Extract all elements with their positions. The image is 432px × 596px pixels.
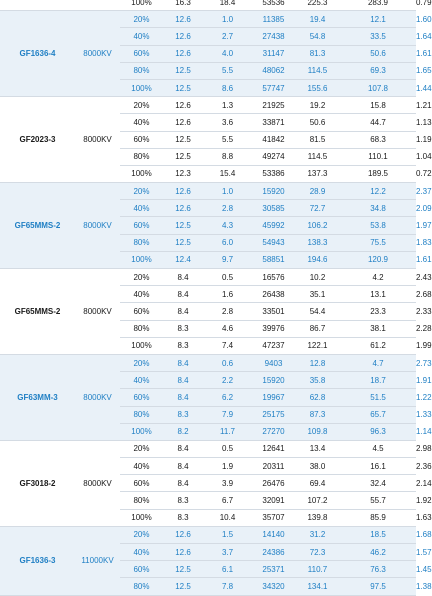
table-cell: 12.5 bbox=[163, 79, 203, 96]
kv-cell: 11000KV bbox=[75, 526, 120, 595]
table-cell: 122.1 bbox=[295, 337, 340, 354]
table-cell: 25371 bbox=[252, 561, 295, 578]
table-row: 80% 8.3 7.9 25175 87.3 65.7 1.33 bbox=[0, 406, 416, 423]
table-row: 80% 8.3 4.6 39976 86.7 38.1 2.28 bbox=[0, 320, 416, 337]
table-cell: 60% bbox=[120, 303, 163, 320]
table-cell: 6.2 bbox=[203, 389, 252, 406]
kv-cell: 8000KV bbox=[75, 97, 120, 183]
table-cell: 15.8 bbox=[340, 97, 416, 114]
table-cell: 19967 bbox=[252, 389, 295, 406]
table-cell: 100% bbox=[120, 509, 163, 526]
table-row: 40% 8.4 1.6 26438 35.1 13.1 2.68 bbox=[0, 286, 416, 303]
table-cell: 15920 bbox=[252, 372, 295, 389]
table-cell: 5.5 bbox=[203, 131, 252, 148]
table-cell: 13.4 bbox=[295, 440, 340, 457]
table-cell: 12.5 bbox=[163, 578, 203, 595]
table-cell: 96.3 bbox=[340, 423, 416, 440]
table-cell: 49274 bbox=[252, 148, 295, 165]
table-cell: 6.1 bbox=[203, 561, 252, 578]
table-cell: 18.7 bbox=[340, 372, 416, 389]
table-cell: 12.8 bbox=[295, 354, 340, 371]
table-cell: 107.2 bbox=[295, 492, 340, 509]
table-cell: 110.1 bbox=[340, 148, 416, 165]
table-cell: 100% bbox=[120, 423, 163, 440]
table-cell: 13.1 bbox=[340, 286, 416, 303]
table-cell: 0.5 bbox=[203, 440, 252, 457]
table-cell: 60% bbox=[120, 389, 163, 406]
table-cell: 4.5 bbox=[340, 440, 416, 457]
table-cell: 62.8 bbox=[295, 389, 340, 406]
table-cell: 40% bbox=[120, 458, 163, 475]
table-cell: 1.3 bbox=[203, 97, 252, 114]
table-row: 80% 8.3 6.7 32091 107.2 55.7 1.92 bbox=[0, 492, 416, 509]
table-row: 100% 8.3 10.4 35707 139.8 85.9 1.63 bbox=[0, 509, 416, 526]
table-cell: 47237 bbox=[252, 337, 295, 354]
table-cell: 60% bbox=[120, 561, 163, 578]
table-cell: 35.8 bbox=[295, 372, 340, 389]
table-row: 80% 12.5 7.8 34320 134.1 97.5 1.38 bbox=[0, 578, 416, 595]
table-row: GF2023-3 8000KV 20% 12.6 1.3 21925 19.2 15.8 1.21 bbox=[0, 97, 416, 114]
table-cell: 80% bbox=[120, 406, 163, 423]
table-cell: 46.2 bbox=[340, 544, 416, 561]
table-cell: 20% bbox=[120, 11, 163, 28]
table-row: 80% 12.5 5.5 48062 114.5 69.3 1.65 bbox=[0, 62, 416, 79]
table-cell: 12.6 bbox=[163, 45, 203, 62]
table-cell: 107.8 bbox=[340, 79, 416, 96]
table-cell: 0.5 bbox=[203, 269, 252, 286]
table-cell: 12.6 bbox=[163, 526, 203, 543]
table-cell: 8.2 bbox=[163, 423, 203, 440]
table-cell: 225.3 bbox=[295, 0, 340, 11]
table-cell: 28.9 bbox=[295, 183, 340, 200]
table-cell: 60% bbox=[120, 131, 163, 148]
table-row: 60% 8.4 6.2 19967 62.8 51.5 1.22 bbox=[0, 389, 416, 406]
table-cell: 8.4 bbox=[163, 440, 203, 457]
table-cell: 0.6 bbox=[203, 354, 252, 371]
table-cell: 7.9 bbox=[203, 406, 252, 423]
table-cell: 8.3 bbox=[163, 492, 203, 509]
table-cell: 4.0 bbox=[203, 45, 252, 62]
model-cell bbox=[0, 0, 75, 11]
table-cell: 16.1 bbox=[340, 458, 416, 475]
table-cell: 81.5 bbox=[295, 131, 340, 148]
table-cell: 4.7 bbox=[340, 354, 416, 371]
table-cell: 12.5 bbox=[163, 62, 203, 79]
table-cell: 33871 bbox=[252, 114, 295, 131]
table-cell: 155.6 bbox=[295, 79, 340, 96]
table-row: 100% 8.3 7.4 47237 122.1 61.2 1.99 bbox=[0, 337, 416, 354]
table-cell: 20% bbox=[120, 269, 163, 286]
table-cell: 55.7 bbox=[340, 492, 416, 509]
table-cell: 33501 bbox=[252, 303, 295, 320]
table-cell: 76.3 bbox=[340, 561, 416, 578]
table-cell: 65.7 bbox=[340, 406, 416, 423]
table-cell: 53.8 bbox=[340, 217, 416, 234]
table-cell: 75.5 bbox=[340, 234, 416, 251]
table-cell: 137.3 bbox=[295, 165, 340, 182]
table-row: GF63MM-3 8000KV 20% 8.4 0.6 9403 12.8 4.7 2.73 bbox=[0, 354, 416, 371]
table-cell: 26476 bbox=[252, 475, 295, 492]
table-cell: 19.2 bbox=[295, 97, 340, 114]
table-cell: 4.3 bbox=[203, 217, 252, 234]
table-cell: 106.2 bbox=[295, 217, 340, 234]
table-cell: 8.3 bbox=[163, 337, 203, 354]
model-cell: GF1636-4 bbox=[0, 11, 75, 97]
table-row: 40% 12.6 3.6 33871 50.6 44.7 1.13 bbox=[0, 114, 416, 131]
table-cell: 72.7 bbox=[295, 200, 340, 217]
table-cell: 40% bbox=[120, 114, 163, 131]
table-cell: 8.6 bbox=[203, 79, 252, 96]
table-cell: 68.3 bbox=[340, 131, 416, 148]
table-cell: 12641 bbox=[252, 440, 295, 457]
table-cell: 80% bbox=[120, 320, 163, 337]
table-cell: 1.5 bbox=[203, 526, 252, 543]
table-cell: 12.6 bbox=[163, 114, 203, 131]
table-cell: 54.4 bbox=[295, 303, 340, 320]
kv-cell: 8000KV bbox=[75, 354, 120, 440]
table-row: 100% 8.2 11.7 27270 109.8 96.3 1.14 bbox=[0, 423, 416, 440]
table-cell: 60% bbox=[120, 45, 163, 62]
table-cell: 69.3 bbox=[340, 62, 416, 79]
table-cell: 81.3 bbox=[295, 45, 340, 62]
table-cell: 20% bbox=[120, 440, 163, 457]
table-row: 40% 12.6 2.8 30585 72.7 34.8 2.09 bbox=[0, 200, 416, 217]
table-cell: 80% bbox=[120, 578, 163, 595]
table-cell: 27270 bbox=[252, 423, 295, 440]
table-cell: 8.4 bbox=[163, 458, 203, 475]
table-cell: 12.6 bbox=[163, 200, 203, 217]
table-cell: 100% bbox=[120, 165, 163, 182]
table-row: 60% 12.5 6.1 25371 110.7 76.3 1.45 bbox=[0, 561, 416, 578]
table-cell: 2.2 bbox=[203, 372, 252, 389]
table-cell: 189.5 bbox=[340, 165, 416, 182]
table-cell: 32.4 bbox=[340, 475, 416, 492]
table-cell: 48062 bbox=[252, 62, 295, 79]
table-cell: 139.8 bbox=[295, 509, 340, 526]
table-cell: 12.2 bbox=[340, 183, 416, 200]
table-cell: 12.4 bbox=[163, 251, 203, 268]
table-cell: 40% bbox=[120, 200, 163, 217]
table-row: GF1636-3 11000KV 20% 12.6 1.5 14140 31.2 18.5 1.68 bbox=[0, 526, 416, 543]
table-row: 60% 8.4 3.9 26476 69.4 32.4 2.14 bbox=[0, 475, 416, 492]
kv-cell bbox=[75, 0, 120, 11]
table-cell: 100% bbox=[120, 337, 163, 354]
table-cell: 2.8 bbox=[203, 303, 252, 320]
table-cell: 8.4 bbox=[163, 354, 203, 371]
table-cell: 10.2 bbox=[295, 269, 340, 286]
table-row: GF65MMS-2 8000KV 20% 8.4 0.5 16576 10.2 4.2 2.43 bbox=[0, 269, 416, 286]
table-cell: 12.6 bbox=[163, 544, 203, 561]
table-cell: 7.8 bbox=[203, 578, 252, 595]
table-cell: 8.3 bbox=[163, 406, 203, 423]
table-cell: 8.4 bbox=[163, 475, 203, 492]
table-cell: 39976 bbox=[252, 320, 295, 337]
table-cell: 80% bbox=[120, 234, 163, 251]
table-cell: 11385 bbox=[252, 11, 295, 28]
table-cell: 11.7 bbox=[203, 423, 252, 440]
table-cell: 9.7 bbox=[203, 251, 252, 268]
table-row: 40% 12.6 3.7 24386 72.3 46.2 1.57 bbox=[0, 544, 416, 561]
table-cell: 31.2 bbox=[295, 526, 340, 543]
table-cell: 50.6 bbox=[295, 114, 340, 131]
table-cell: 53386 bbox=[252, 165, 295, 182]
table-cell: 31147 bbox=[252, 45, 295, 62]
table-cell: 44.7 bbox=[340, 114, 416, 131]
table-cell: 87.3 bbox=[295, 406, 340, 423]
table-cell: 3.7 bbox=[203, 544, 252, 561]
table-cell: 10.4 bbox=[203, 509, 252, 526]
table-cell: 12.6 bbox=[163, 97, 203, 114]
table-row: 60% 8.4 2.8 33501 54.4 23.3 2.33 bbox=[0, 303, 416, 320]
table-cell: 3.6 bbox=[203, 114, 252, 131]
table-cell: 12.6 bbox=[163, 11, 203, 28]
table-cell: 2.7 bbox=[203, 28, 252, 45]
table-cell: 41842 bbox=[252, 131, 295, 148]
table-cell: 15.4 bbox=[203, 165, 252, 182]
table-row: 60% 12.5 5.5 41842 81.5 68.3 1.19 bbox=[0, 131, 416, 148]
table-cell: 40% bbox=[120, 28, 163, 45]
table-cell: 53536 bbox=[252, 0, 295, 11]
table-cell: 27438 bbox=[252, 28, 295, 45]
model-cell: GF3018-2 bbox=[0, 440, 75, 526]
table-row: 100% 16.3 18.4 53536 225.3 283.9 0.79 bbox=[0, 0, 416, 11]
table-cell: 86.7 bbox=[295, 320, 340, 337]
table-cell: 69.4 bbox=[295, 475, 340, 492]
table-cell: 20% bbox=[120, 183, 163, 200]
table-cell: 20% bbox=[120, 97, 163, 114]
table-cell: 50.6 bbox=[340, 45, 416, 62]
model-cell: GF65MMS-2 bbox=[0, 269, 75, 355]
table-cell: 8.4 bbox=[163, 269, 203, 286]
table-cell: 134.1 bbox=[295, 578, 340, 595]
table-cell: 114.5 bbox=[295, 62, 340, 79]
table-cell: 23.3 bbox=[340, 303, 416, 320]
table-cell: 72.3 bbox=[295, 544, 340, 561]
table-cell: 9403 bbox=[252, 354, 295, 371]
table-cell: 80% bbox=[120, 148, 163, 165]
table-cell: 35.1 bbox=[295, 286, 340, 303]
table-cell: 80% bbox=[120, 492, 163, 509]
table-row: 40% 8.4 2.2 15920 35.8 18.7 1.91 bbox=[0, 372, 416, 389]
table-cell: 12.6 bbox=[163, 28, 203, 45]
table-row: 40% 12.6 2.7 27438 54.8 33.5 1.64 bbox=[0, 28, 416, 45]
table-row: 100% 12.5 8.6 57747 155.6 107.8 1.44 bbox=[0, 79, 416, 96]
kv-cell: 8000KV bbox=[75, 269, 120, 355]
table-cell: 8.4 bbox=[163, 372, 203, 389]
table-row: 40% 8.4 1.9 20311 38.0 16.1 2.36 bbox=[0, 458, 416, 475]
table-cell: 283.9 bbox=[340, 0, 416, 11]
table-cell: 40% bbox=[120, 286, 163, 303]
table-cell: 12.5 bbox=[163, 561, 203, 578]
table-cell: 38.0 bbox=[295, 458, 340, 475]
table-cell: 8.4 bbox=[163, 389, 203, 406]
table-cell: 5.5 bbox=[203, 62, 252, 79]
table-cell: 25175 bbox=[252, 406, 295, 423]
table-cell: 45992 bbox=[252, 217, 295, 234]
table-cell: 1.6 bbox=[203, 286, 252, 303]
kv-cell: 8000KV bbox=[75, 440, 120, 526]
table-cell: 3.9 bbox=[203, 475, 252, 492]
table-cell: 12.5 bbox=[163, 234, 203, 251]
table-cell: 32091 bbox=[252, 492, 295, 509]
table-cell: 8.4 bbox=[163, 303, 203, 320]
table-cell: 80% bbox=[120, 62, 163, 79]
table-cell: 35707 bbox=[252, 509, 295, 526]
table-cell: 60% bbox=[120, 217, 163, 234]
table-cell: 40% bbox=[120, 372, 163, 389]
table-cell: 110.7 bbox=[295, 561, 340, 578]
table-cell: 114.5 bbox=[295, 148, 340, 165]
table-cell: 85.9 bbox=[340, 509, 416, 526]
table-cell: 8.8 bbox=[203, 148, 252, 165]
table-cell: 33.5 bbox=[340, 28, 416, 45]
table-row: 60% 12.5 4.3 45992 106.2 53.8 1.97 bbox=[0, 217, 416, 234]
table-cell: 12.5 bbox=[163, 217, 203, 234]
table-cell: 24386 bbox=[252, 544, 295, 561]
table-cell: 4.6 bbox=[203, 320, 252, 337]
table-cell: 8.4 bbox=[163, 286, 203, 303]
model-cell: GF65MMS-2 bbox=[0, 183, 75, 269]
table-row: 100% 12.4 9.7 58851 194.6 120.9 1.61 bbox=[0, 251, 416, 268]
table-cell: 1.0 bbox=[203, 11, 252, 28]
kv-cell: 8000KV bbox=[75, 11, 120, 97]
table-cell: 34.8 bbox=[340, 200, 416, 217]
table-cell: 12.3 bbox=[163, 165, 203, 182]
table-row: 80% 12.5 8.8 49274 114.5 110.1 1.04 bbox=[0, 148, 416, 165]
table-cell: 18.5 bbox=[340, 526, 416, 543]
table-cell: 138.3 bbox=[295, 234, 340, 251]
table-row: GF3018-2 8000KV 20% 8.4 0.5 12641 13.4 4.5 2.98 bbox=[0, 440, 416, 457]
table-cell: 1.0 bbox=[203, 183, 252, 200]
table-cell: 8.3 bbox=[163, 509, 203, 526]
table-cell: 12.5 bbox=[163, 148, 203, 165]
table-cell: 40% bbox=[120, 544, 163, 561]
table-cell: 61.2 bbox=[340, 337, 416, 354]
table-cell: 57747 bbox=[252, 79, 295, 96]
table-cell: 20% bbox=[120, 354, 163, 371]
table-cell: 100% bbox=[120, 0, 163, 11]
table-cell: 20% bbox=[120, 526, 163, 543]
table-cell: 54.8 bbox=[295, 28, 340, 45]
model-cell: GF2023-3 bbox=[0, 97, 75, 183]
table-cell: 100% bbox=[120, 251, 163, 268]
kv-cell: 8000KV bbox=[75, 183, 120, 269]
table-cell: 18.4 bbox=[203, 0, 252, 11]
table-cell: 51.5 bbox=[340, 389, 416, 406]
model-cell: GF1636-3 bbox=[0, 526, 75, 595]
table-cell: 97.5 bbox=[340, 578, 416, 595]
table-cell: 2.8 bbox=[203, 200, 252, 217]
table-cell: 60% bbox=[120, 475, 163, 492]
table-cell: 16576 bbox=[252, 269, 295, 286]
table-cell: 14140 bbox=[252, 526, 295, 543]
table-cell: 16.3 bbox=[163, 0, 203, 11]
table-cell: 54943 bbox=[252, 234, 295, 251]
table-cell: 109.8 bbox=[295, 423, 340, 440]
table-cell: 12.5 bbox=[163, 131, 203, 148]
table-row: 80% 12.5 6.0 54943 138.3 75.5 1.83 bbox=[0, 234, 416, 251]
table-cell: 8.3 bbox=[163, 320, 203, 337]
table-cell: 20311 bbox=[252, 458, 295, 475]
table-cell: 6.7 bbox=[203, 492, 252, 509]
table-cell: 15920 bbox=[252, 183, 295, 200]
table-cell: 6.0 bbox=[203, 234, 252, 251]
table-row: 100% 12.3 15.4 53386 137.3 189.5 0.72 bbox=[0, 165, 416, 182]
table-cell: 100% bbox=[120, 79, 163, 96]
table-cell: 26438 bbox=[252, 286, 295, 303]
table-cell: 194.6 bbox=[295, 251, 340, 268]
table-row: GF1636-4 8000KV 20% 12.6 1.0 11385 19.4 12.1 1.60 bbox=[0, 11, 416, 28]
table-cell: 58851 bbox=[252, 251, 295, 268]
table-cell: 21925 bbox=[252, 97, 295, 114]
table-row: GF65MMS-2 8000KV 20% 12.6 1.0 15920 28.9 12.2 2.37 bbox=[0, 183, 416, 200]
table-cell: 120.9 bbox=[340, 251, 416, 268]
table-cell: 19.4 bbox=[295, 11, 340, 28]
table-cell: 34320 bbox=[252, 578, 295, 595]
table-cell: 12.1 bbox=[340, 11, 416, 28]
table-cell: 1.9 bbox=[203, 458, 252, 475]
model-cell: GF63MM-3 bbox=[0, 354, 75, 440]
table-cell: 7.4 bbox=[203, 337, 252, 354]
table-cell: 30585 bbox=[252, 200, 295, 217]
table-cell: 4.2 bbox=[340, 269, 416, 286]
table-cell: 38.1 bbox=[340, 320, 416, 337]
table-row: 60% 12.6 4.0 31147 81.3 50.6 1.61 bbox=[0, 45, 416, 62]
table-cell: 12.6 bbox=[163, 183, 203, 200]
